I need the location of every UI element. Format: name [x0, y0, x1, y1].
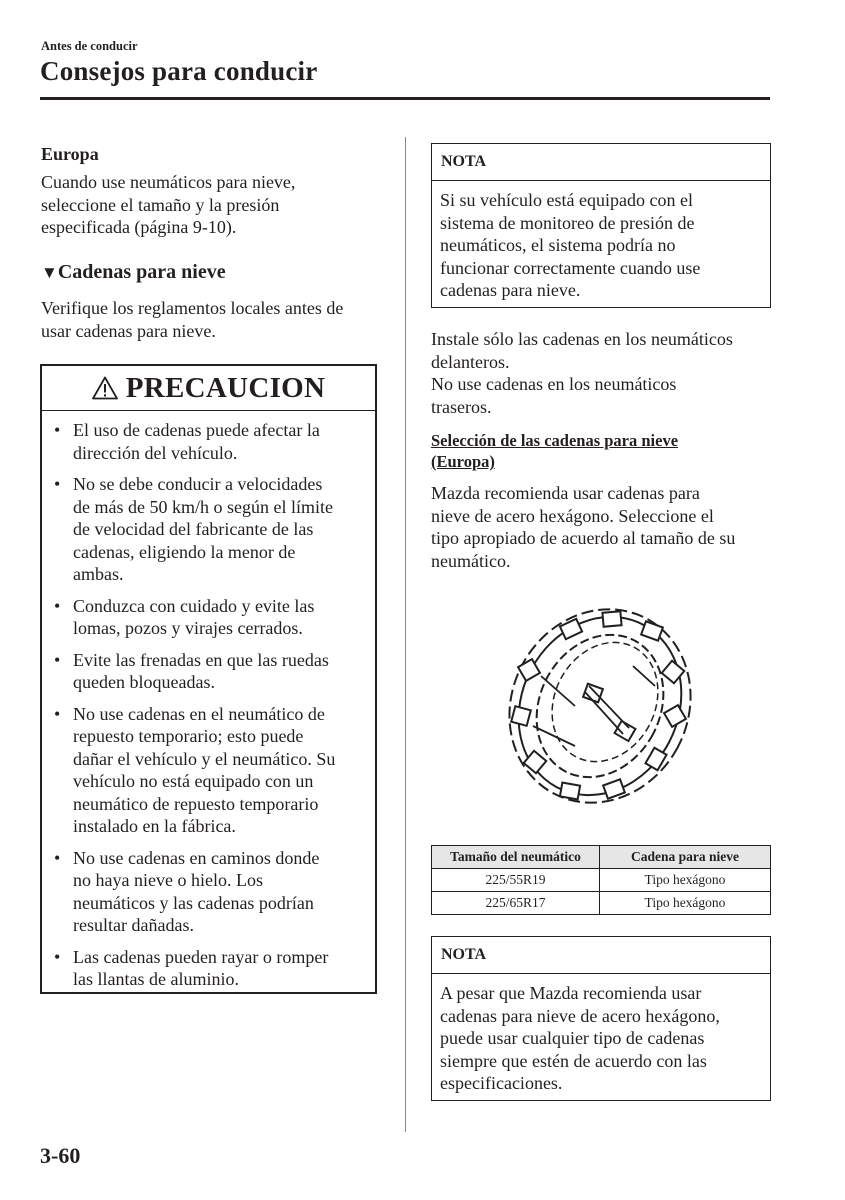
text-line: A pesar que Mazda recomienda usar	[440, 983, 702, 1003]
text-line: especificada (página 9-10).	[41, 217, 237, 237]
text-line: tipo apropiado de acuerdo al tamaño de su	[431, 528, 736, 548]
text-line: puede usar cualquier tipo de cadenas	[440, 1028, 705, 1048]
selection-paragraph	[431, 482, 735, 572]
table-cell: Tipo hexágono	[600, 869, 771, 892]
page-number: 3-60	[40, 1143, 81, 1168]
table-row	[432, 869, 771, 892]
text-line: Mazda recomienda usar cadenas para	[431, 483, 700, 503]
table-cell: Tipo hexágono	[600, 892, 771, 915]
text-line: usar cadenas para nieve.	[41, 320, 216, 341]
text-line: No use cadenas en los neumáticos	[431, 374, 677, 394]
text-line: las llantas de aluminio.	[73, 969, 239, 989]
text-line: No se debe conducir a velocidades	[73, 474, 323, 494]
text-line: Selección de las cadenas para nieve	[431, 431, 679, 450]
text-line: sistema de monitoreo de presión de	[440, 212, 695, 233]
bullet-icon: •	[54, 474, 61, 494]
note-body	[432, 181, 770, 302]
cadenas-paragraph	[41, 297, 343, 342]
text-line: delanteros.	[431, 351, 510, 372]
text-line: ambas.	[73, 564, 124, 584]
text-line: dañar el vehículo y el neumático. Su	[73, 748, 336, 769]
column-header: Tamaño del neumático	[432, 846, 600, 869]
text-line: no haya nieve o hielo. Los	[73, 870, 263, 890]
bullet-icon: •	[54, 420, 61, 440]
tire-chain-table	[431, 845, 771, 915]
selection-heading	[431, 430, 678, 472]
note-box-tpms	[431, 143, 771, 308]
list-item	[54, 649, 361, 694]
list-item	[54, 595, 361, 640]
text-line: El uso de cadenas puede afectar la	[73, 420, 320, 440]
text-line: No use cadenas en caminos donde	[73, 847, 320, 868]
text-line: resultar dañadas.	[73, 915, 194, 935]
text-line: vehículo no está equipado con un	[73, 771, 314, 791]
list-item	[54, 703, 361, 838]
note-box-chain-type	[431, 936, 771, 1101]
text-line: neumáticos, el sistema podría no	[440, 235, 676, 255]
warning-triangle-icon	[92, 376, 118, 400]
text-line: de más de 50 km/h o según el límite	[73, 496, 333, 517]
text-line: queden bloqueadas.	[73, 672, 215, 692]
install-paragraph	[431, 328, 733, 418]
text-line: neumático.	[431, 550, 511, 571]
text-line: cadenas para nieve de acero hexágono,	[440, 1005, 720, 1026]
text-line: siempre que estén de acuerdo con las	[440, 1050, 707, 1071]
text-line: instalado en la fábrica.	[73, 816, 236, 836]
snow-chain-illustration	[505, 606, 695, 806]
text-line: funcionar correctamente cuando use	[440, 257, 701, 278]
cadenas-heading-text: Cadenas para nieve	[57, 261, 226, 283]
text-line: Evite las frenadas en que las ruedas	[73, 649, 329, 670]
cadenas-heading	[41, 259, 226, 286]
text-line: lomas, pozos y virajes cerrados.	[73, 618, 303, 638]
text-line: No use cadenas en el neumático de	[73, 703, 325, 724]
note-body	[432, 974, 770, 1095]
caution-header	[42, 366, 375, 411]
text-line: (Europa)	[431, 452, 495, 471]
text-line: Instale sólo las cadenas en los neumáticos	[431, 329, 733, 349]
bullet-icon: •	[54, 595, 61, 616]
text-line: neumáticos y las cadenas podrían	[73, 892, 314, 913]
text-line: Si su vehículo está equipado con el	[440, 190, 693, 210]
section-label: Antes de conducir	[41, 39, 138, 53]
text-line: repuesto temporario; esto puede	[73, 726, 304, 746]
bullet-icon: •	[54, 946, 61, 967]
page-title: Consejos para conducir	[40, 56, 318, 86]
title-rule	[40, 97, 770, 100]
bullet-icon: •	[54, 649, 61, 670]
table-cell: 225/65R17	[432, 892, 600, 915]
text-line: dirección del vehículo.	[73, 442, 238, 463]
list-item	[54, 847, 361, 937]
table-header-row	[432, 846, 771, 869]
text-line: Cuando use neumáticos para nieve,	[41, 172, 296, 192]
text-line: neumático de repuesto temporario	[73, 793, 319, 814]
caution-box	[40, 364, 377, 994]
bullet-icon: •	[54, 703, 61, 724]
list-item	[54, 419, 361, 464]
text-line: cadenas para nieve.	[440, 280, 581, 300]
text-line: cadenas, eligiendo la menor de	[73, 541, 296, 562]
list-item	[54, 946, 361, 991]
text-line: de velocidad del fabricante de las	[73, 519, 314, 539]
column-header: Cadena para nieve	[600, 846, 771, 869]
note-title: NOTA	[432, 937, 770, 974]
triangle-down-icon: ▼	[41, 263, 58, 282]
text-line: nieve de acero hexágono. Seleccione el	[431, 505, 714, 526]
note-title: NOTA	[432, 144, 770, 181]
table-row	[432, 892, 771, 915]
text-line: Conduzca con cuidado y evite las	[73, 595, 315, 616]
caution-list	[42, 411, 375, 991]
europa-heading: Europa	[41, 144, 99, 164]
europa-paragraph	[41, 171, 295, 239]
text-line: Verifique los reglamentos locales antes de	[41, 298, 344, 318]
text-line: traseros.	[431, 396, 492, 417]
text-line: seleccione el tamaño y la presión	[41, 194, 280, 215]
column-divider	[405, 137, 406, 1132]
text-line: especificaciones.	[440, 1073, 563, 1093]
table-cell: 225/55R19	[432, 869, 600, 892]
caution-title: PRECAUCION	[125, 371, 326, 404]
list-item	[54, 473, 361, 586]
bullet-icon: •	[54, 847, 61, 868]
text-line: Las cadenas pueden rayar o romper	[73, 946, 329, 967]
